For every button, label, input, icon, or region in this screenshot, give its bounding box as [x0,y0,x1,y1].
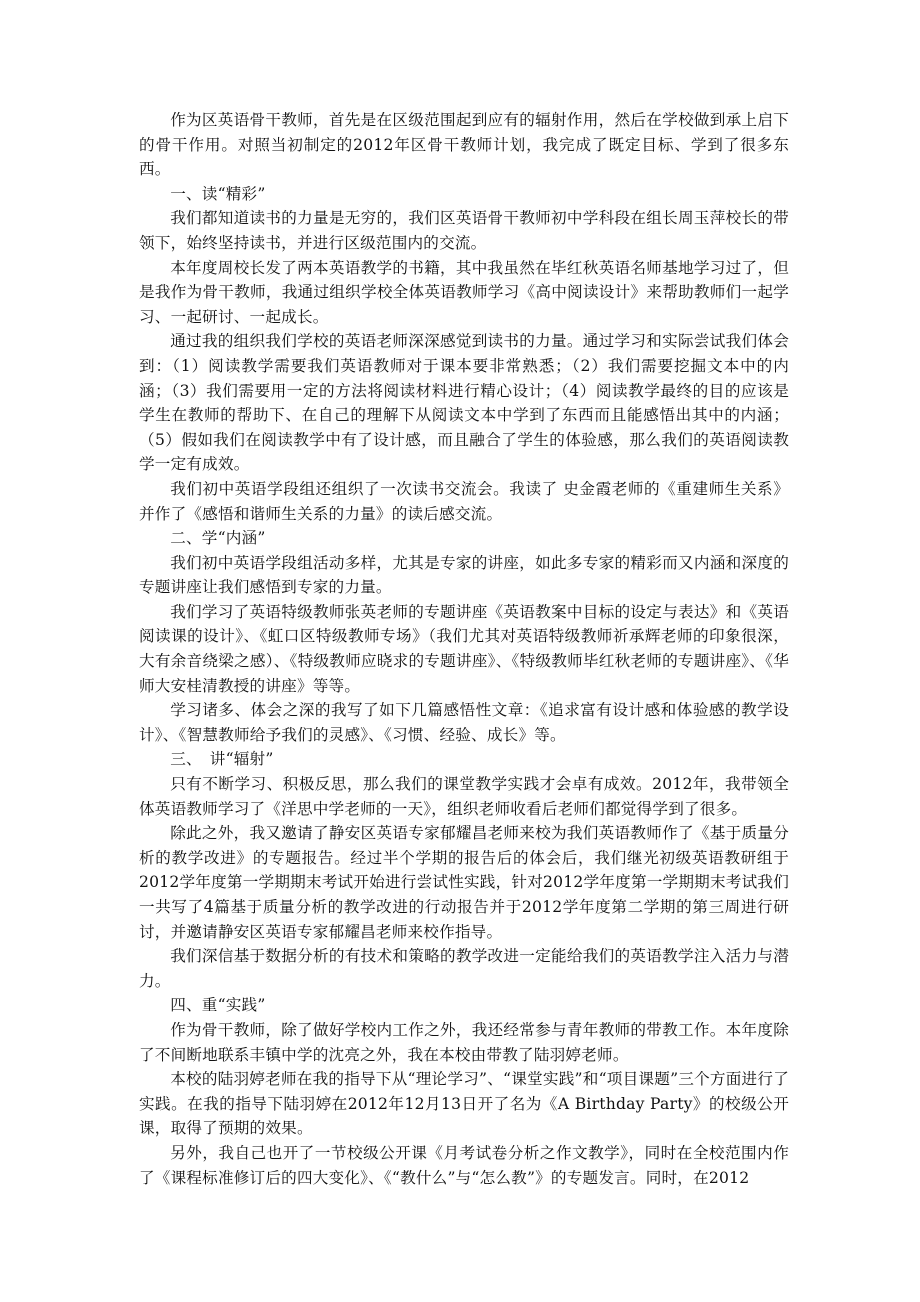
paragraph: 只有不断学习、积极反思，那么我们的课堂教学实践才会卓有成效。2012年，我带领全体英语教师学习了《洋思中学老师的一天》，组织老师收看后老师们都觉得学到了很多。 [139,775,789,818]
paragraph: 通过我的组织我们学校的英语老师深深感觉到读书的力量。通过学习和实际尝试我们体会到：（1）阅读教学需要我们英语教师对于课本要非常熟悉；（2）我们需要挖掘文本中的内涵；（3）我们需要用一定的方法将阅读材料进行精心设计；（4）阅读教学最终的目的应该是学生在教师的帮助下、在自己的理解下从阅读文本中学到了东西而且能感悟出其中的内涵；（5）假如我们在阅读教学中有了设计感，而且融合了学生的体验感，那么我们的英语阅读教学一定有成效。 [139,332,789,474]
paragraph: 本年度周校长发了两本英语教学的书籍，其中我虽然在毕红秋英语名师基地学习过了，但是我作为骨干教师，我通过组织学校全体英语教师学习《高中阅读设计》来帮助教师们一起学习、一起研讨、一起成长。 [139,258,789,326]
paragraph: 我们学习了英语特级教师张英老师的专题讲座《英语教案中目标的设定与表达》和《英语阅读课的设计》、《虹口区特级教师专场》（我们尤其对英语特级教师祈承辉老师的印象很深，大有余音绕梁之感）、《特级教师应晓求的专题讲座》、《特级教师毕红秋老师的专题讲座》、《华师大安桂清教授的讲座》等等。 [139,602,789,695]
section-heading-read: 一、读“精彩” [170,184,266,203]
paragraph: 作为骨干教师，除了做好学校内工作之外，我还经常参与青年教师的带教工作。本年度除了不间断地联系丰镇中学的沈亮之外，我在本校由带教了陆羽婷老师。 [139,1020,789,1064]
paragraph: 我们深信基于数据分析的有技术和策略的教学改进一定能给我们的英语教学注入活力与潜力。 [139,947,789,990]
section-heading-practice: 四、重“实践” [170,996,266,1015]
paragraph: 我们初中英语学段组还组织了一次读书交流会。我读了 史金霞老师的《重建师生关系》并作了《感悟和谐师生关系的力量》的读后感交流。 [139,479,789,523]
section-heading-learn: 二、学“内涵” [170,529,266,548]
paragraph: 我们都知道读书的力量是无穷的，我们区英语骨干教师初中学科段在组长周玉萍校长的带领下，始终坚持读书，并进行区级范围内的交流。 [139,209,789,252]
paragraph: 本校的陆羽婷老师在我的指导下从“理论学习”、“课堂实践”和“项目课题”三个方面进行了实践。在我的指导下陆羽婷在2012年12月13日开了名为《A Birthday Party》的校级公开课，取得了预期的效果。 [139,1070,789,1138]
section-heading-radiate: 三、 讲“辐射” [170,750,274,769]
document-page [139,108,789,1190]
paragraph: 学习诸多、体会之深的我写了如下几篇感悟性文章：《追求富有设计感和体验感的教学设计》、《智慧教师给予我们的灵感》、《习惯、经验、成长》等。 [139,701,789,744]
paragraph: 另外，我自己也开了一节校级公开课《月考试卷分析之作文教学》，同时在全校范围内作了《课程标准修订后的四大变化》、《“教什么”与“怎么教”》的专题发言。同时，在2012 [139,1143,789,1187]
intro-paragraph: 作为区英语骨干教师，首先是在区级范围起到应有的辐射作用，然后在学校做到承上启下的骨干作用。对照当初制定的2012年区骨干教师计划，我完成了既定目标、学到了很多东西。 [139,111,789,179]
paragraph: 除此之外，我又邀请了静安区英语专家郁耀昌老师来校为我们英语教师作了《基于质量分析的教学改进》的专题报告。经过半个学期的报告后的体会后，我们继光初级英语教研组于2012学年度第一学期期末考试开始进行尝试性实践，针对2012学年度第一学期期末考试我们一共写了4篇基于质量分析的教学改进的行动报告并于2012学年度第二学期的第三周进行研讨，并邀请静安区英语专家郁耀昌老师来校作指导。 [139,824,789,941]
paragraph: 我们初中英语学段组活动多样，尤其是专家的讲座，如此多专家的精彩而又内涵和深度的专题讲座让我们感悟到专家的力量。 [139,553,789,597]
